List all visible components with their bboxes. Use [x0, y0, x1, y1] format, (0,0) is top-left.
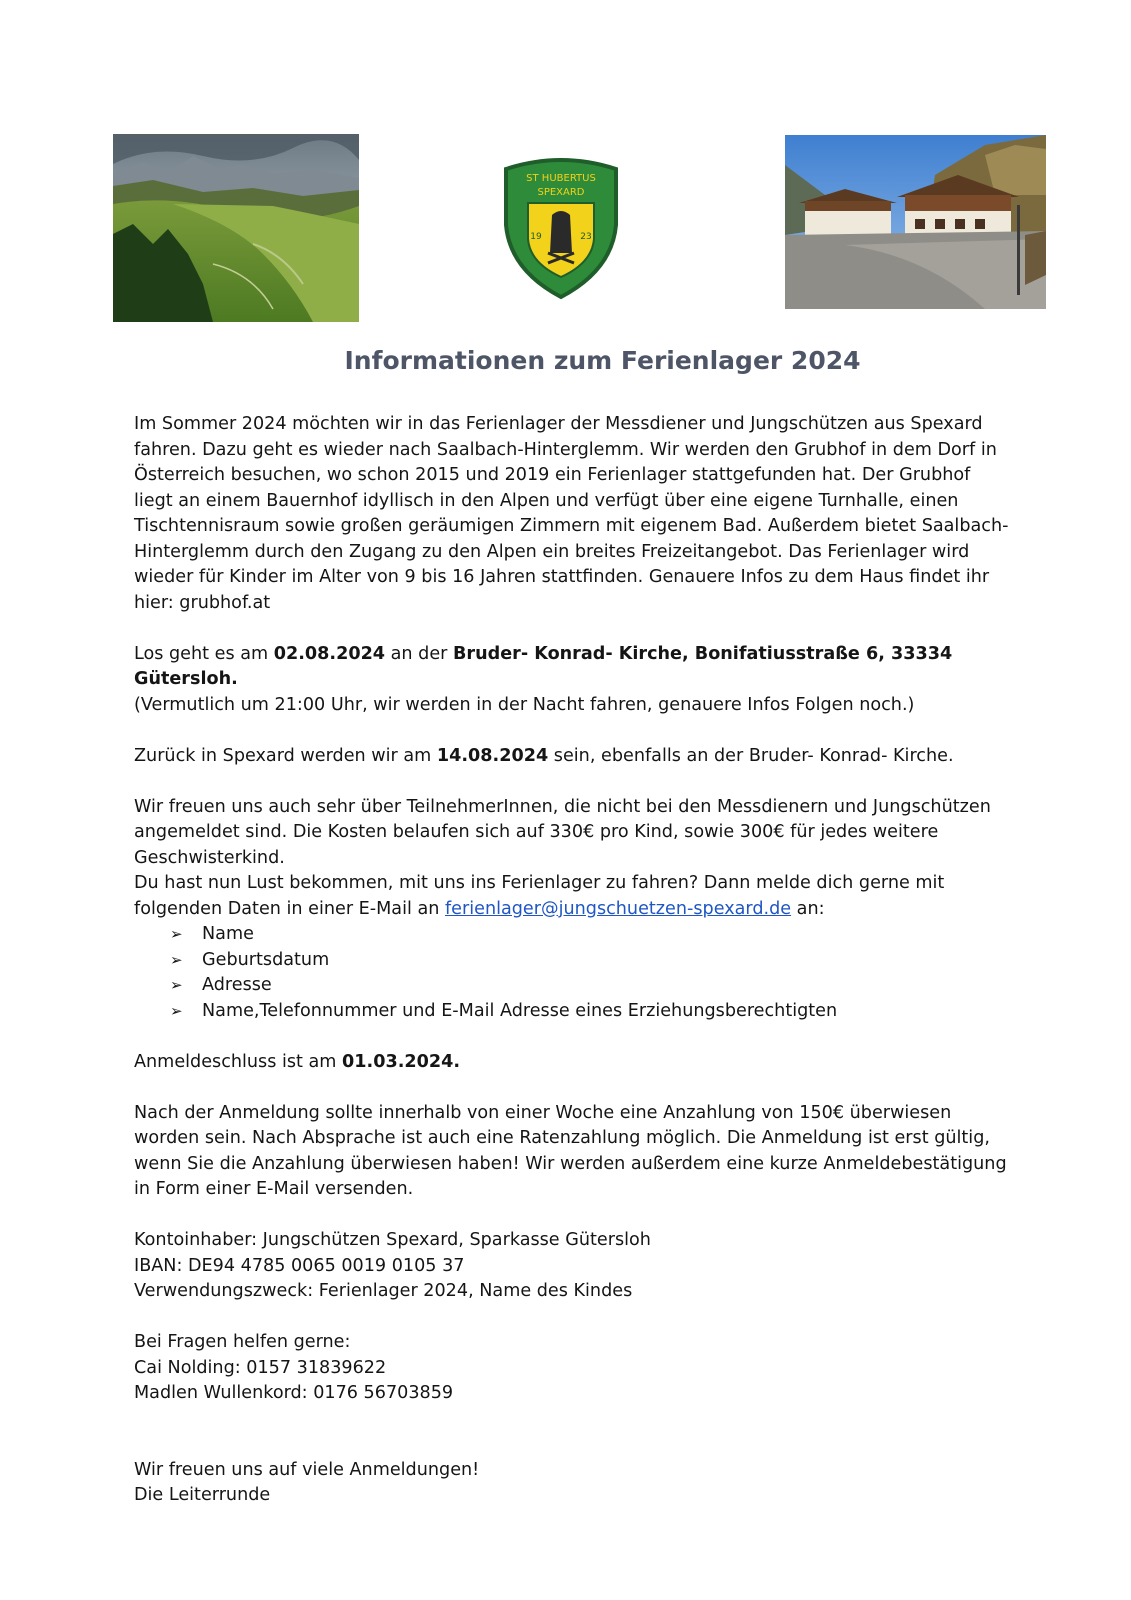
crest-middle-text: SPEXARD: [537, 187, 585, 198]
return-paragraph: [134, 744, 1014, 770]
bank-holder: Kontoinhaber: Jungschützen Spexard, Sparkasse Gütersloh: [134, 1230, 651, 1250]
st-hubertus-crest-logo: [500, 155, 622, 300]
costs-paragraph: [134, 795, 1014, 923]
arrow-bullet-icon: ➢: [170, 976, 183, 994]
signup-prefix: Du hast nun Lust bekommen, mit uns ins Ferienlager zu fahren? Dann melde dich gerne mit folgenden Daten in einer E-Mail an: [134, 873, 945, 919]
closing-signature: Die Leiterrunde: [134, 1485, 271, 1505]
signup-suffix: an:: [791, 898, 825, 919]
bank-purpose: Verwendungszweck: Ferienlager 2024, Name des Kindes: [134, 1281, 633, 1301]
departure-prefix: Los geht es am: [134, 643, 274, 664]
arrow-bullet-icon: ➢: [170, 1001, 183, 1020]
page-title: Informationen zum Ferienlager 2024: [344, 346, 861, 375]
departure-paragraph: [134, 642, 1014, 719]
list-item: ➢ Name,Telefonnummer und E-Mail Adresse eines Erziehungsberechtigten: [170, 999, 1014, 1025]
alpine-valley-photo: [113, 134, 359, 322]
costs-text: Wir freuen uns auch sehr über TeilnehmerInnen, die nicht bei den Messdienern und Jungschützen angemeldet sind. Die Kosten belaufen sich auf 330€ pro Kind, sowie 300€ für jedes weitere Geschwisterkind.: [134, 796, 991, 868]
crest-top-text: ST HUBERTUS: [526, 173, 596, 184]
contacts-heading: Bei Fragen helfen gerne:: [134, 1332, 351, 1352]
requirements-list: [134, 922, 1014, 1024]
contact-person: Cai Nolding: 0157 31839622: [134, 1357, 387, 1378]
deadline-paragraph: [134, 1050, 1014, 1076]
list-item: ➢ Adresse: [170, 973, 1014, 999]
deadline-date: 01.03.2024.: [342, 1051, 461, 1072]
farmhouse-photo: [785, 135, 1046, 309]
return-prefix: Zurück in Spexard werden wir am: [134, 745, 437, 766]
closing-line-1: Wir freuen uns auf viele Anmeldungen!: [134, 1459, 480, 1480]
signup-email-link[interactable]: ferienlager@jungschuetzen-spexard.de: [444, 898, 792, 919]
departure-date: 02.08.2024: [273, 643, 386, 664]
bank-iban: IBAN: DE94 4785 0065 0019 0105 37: [134, 1255, 465, 1276]
return-suffix: sein, ebenfalls an der Bruder- Konrad- Kirche.: [548, 745, 954, 766]
crest-year-right: 23: [580, 232, 592, 242]
document-body: [134, 412, 1014, 1534]
signup-line: [134, 871, 1014, 922]
intro-paragraph: Im Sommer 2024 möchten wir in das Ferienlager der Messdiener und Jungschützen aus Spexard fahren. Dazu geht es wieder nach Saalbach-Hinterglemm. Wir werden den Grubhof in dem Dorf in Österreich besuchen, wo schon 2015 und 2019 ein Ferienlager stattgefunden hat. Der Grubhof liegt an einem Bauernhof idyllisch in den Alpen und verfügt über eine eigene Turnhalle, einen Tischtennisraum sowie großen geräumigen Zimmern mit eigenem Bad. Außerdem bietet Saalbach-Hinterglemm durch den Zugang zu den Alpen ein breites Freizeitangebot. Das Ferienlager wird wieder für Kinder im Alter von 9 bis 16 Jahren stattfinden. Genauere Infos zu dem Haus findet ihr hier: grubhof.at: [134, 414, 1009, 613]
arrow-bullet-icon: ➢: [170, 925, 183, 943]
bank-details: [134, 1228, 1014, 1305]
closing: [134, 1458, 1014, 1509]
deadline-prefix: Anmeldeschluss ist am: [134, 1051, 343, 1072]
departure-mid: an der: [385, 643, 453, 664]
payment-paragraph: Nach der Anmeldung sollte innerhalb von einer Woche eine Anzahlung von 150€ überwiesen worden sein. Nach Absprache ist auch eine Ratenzahlung möglich. Die Anmeldung ist erst gültig, wenn Sie die Anzahlung überwiesen haben! Wir werden außerdem eine kurze Anmeldebestätigung in Form einer E-Mail versenden.: [134, 1102, 1007, 1199]
arrow-bullet-icon: ➢: [170, 950, 183, 969]
departure-note: (Vermutlich um 21:00 Uhr, wir werden in der Nacht fahren, genauere Infos Folgen noch.): [134, 694, 915, 715]
list-item: ➢ Name: [170, 922, 1014, 948]
return-date: 14.08.2024: [436, 745, 549, 766]
list-item: ➢ Geburtsdatum: [170, 948, 1014, 974]
crest-year-left: 19: [530, 232, 542, 242]
contact-person: Madlen Wullenkord: 0176 56703859: [134, 1383, 454, 1403]
contacts: [134, 1330, 1014, 1407]
departure-location: Bruder- Konrad- Kirche, Bonifatiusstraße 6, 33334 Gütersloh.: [134, 643, 953, 689]
